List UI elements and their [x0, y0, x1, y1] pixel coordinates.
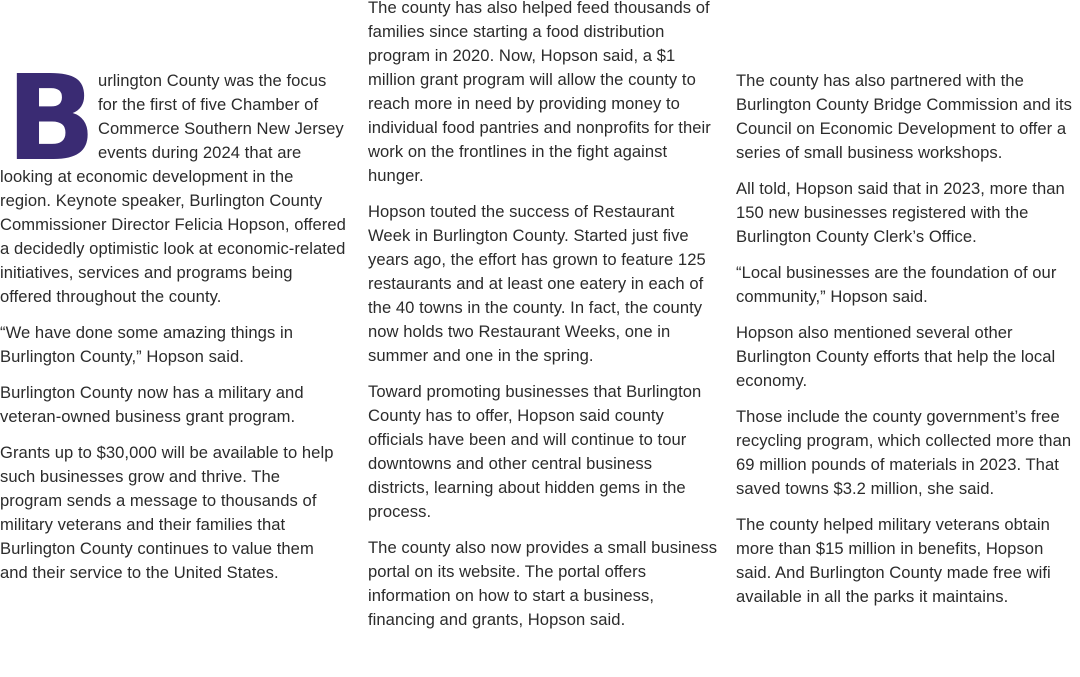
lead-paragraph-text: urlington County was the focus for the first of five Chamber of Commerce Southern New Jersey events during 2024 that are looking at economic development in the region. Keynote speaker, Burlington County Commissioner Director Felicia Hopson, offered a decidedly optimistic look at economic-related initiatives, services and programs being offered throughout the county. [0, 71, 346, 306]
drop-cap: B [6, 49, 94, 187]
article-column-2 [368, 0, 718, 644]
article-paragraph: Those include the county government’s free recycling program, which collected more than 69 million pounds of materials in 2023. That saved towns $3.2 million, she said. [736, 407, 1072, 498]
article-paragraph: All told, Hopson said that in 2023, more than 150 new businesses registered with the Burlington County Clerk’s Office. [736, 179, 1065, 246]
article-column-3 [736, 69, 1080, 621]
article-paragraph: Hopson also mentioned several other Burlington County efforts that help the local economy. [736, 323, 1056, 390]
article-paragraph: The county also now provides a small business portal on its website. The portal offers information on how to start a business, financing and grants, Hopson said. [368, 538, 718, 629]
article-paragraph: Hopson touted the success of Restaurant Week in Burlington County. Started just five years ago, the effort has grown to feature 125 restaurants and at least one eatery in each of the 40 towns in the county. In fact, the county now holds two Restaurant Weeks, one in summer and one in the spring. [368, 202, 706, 365]
article-column-1 [0, 0, 346, 597]
article-paragraph: “We have done some amazing things in Burlington County,” Hopson said. [0, 323, 293, 366]
article-paragraph: The county has also partnered with the Burlington County Bridge Commission and its Council on Economic Development to offer a series of small business workshops. [736, 71, 1073, 162]
article-paragraph: Grants up to $30,000 will be available to help such businesses grow and thrive. The program sends a message to thousands of military veterans and their families that Burlington County continues to value them and their service to the United States. [0, 443, 334, 582]
article-paragraph: “Local businesses are the foundation of our community,” Hopson said. [736, 263, 1057, 306]
article-paragraph: Toward promoting businesses that Burlington County has to offer, Hopson said county officials have been and will continue to tour downtowns and other central business districts, learning about hidden gems in the process. [368, 382, 702, 521]
article-paragraph: The county has also helped feed thousands of families since starting a food distribution program in 2020. Now, Hopson said, a $1 million grant program will allow the county to reach more in need by providing money to individual food pantries and nonprofits for their work on the frontlines in the fight against hunger. [368, 0, 711, 185]
article-paragraph: The county helped military veterans obtain more than $15 million in benefits, Hopson said. And Burlington County made free wifi available in all the parks it maintains. [736, 515, 1051, 606]
lead-paragraph-block [0, 0, 346, 309]
article-paragraph: Burlington County now has a military and veteran-owned business grant program. [0, 383, 304, 426]
article-paragraph [0, 49, 346, 309]
